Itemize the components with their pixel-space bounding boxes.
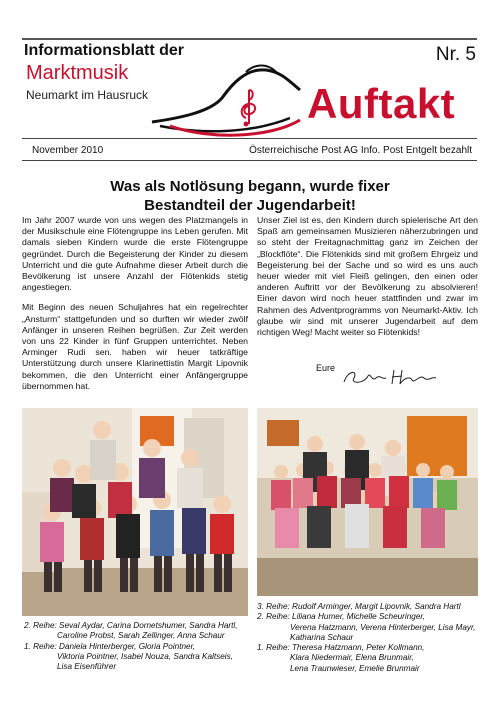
caption-row-label: 2. Reihe: bbox=[257, 612, 293, 622]
caption-row-label: 3. Reihe: bbox=[257, 602, 293, 611]
hat-logo-icon bbox=[150, 60, 310, 140]
photo-caption-left bbox=[24, 621, 254, 672]
caption-names: Viktoria Pointner, Isabel Nouza, Sandra Kaltseis, bbox=[57, 651, 233, 661]
brand-name: Marktmusik bbox=[26, 62, 129, 84]
caption-names: Liliana Humer, Michelle Scheuringer, bbox=[292, 612, 425, 622]
caption-names: Seval Aydar, Carina Dornetshumer, Sandra Hartl, bbox=[59, 621, 238, 630]
headline-line-2: Bestandteil der Jugendarbeit! bbox=[144, 197, 356, 214]
group-photo-right bbox=[257, 408, 478, 596]
caption-row bbox=[257, 612, 482, 643]
postal-note: Österreichische Post AG Info. Post Entgelt bezahlt bbox=[249, 145, 472, 156]
caption-row-label: 2. Reihe: bbox=[24, 621, 60, 630]
closing-text: Eure bbox=[316, 363, 336, 373]
caption-row bbox=[24, 642, 254, 673]
caption-names: Lena Traunwieser, Emelie Brunmair bbox=[290, 663, 420, 673]
caption-row bbox=[24, 621, 254, 642]
caption-row-label: 1. Reihe: bbox=[257, 643, 293, 653]
group-photo-left bbox=[22, 408, 248, 616]
headline-line-1: Was als Notlösung begann, wurde fixer bbox=[110, 178, 390, 195]
paragraph: Im Jahr 2007 wurde von uns wegen des Platzmangels in der Musikschule eine Flötengruppe ins Leben gerufen. Mit damals sieben Kindern wurde die erste Flötengruppe gegründet. Durch die Begeisterung der Kinder zu diesem Unterricht und die gute Aufnahme dieser Arbeit durch die Bevölkerung ist unsere Anzahl der Flötenkids stetig angestiegen. bbox=[22, 215, 248, 293]
caption-names: Katharina Schaur bbox=[290, 632, 354, 642]
caption-names: Caroline Probst, Sarah Zellinger, Anna Schaur bbox=[57, 631, 225, 641]
issue-number: Nr. 5 bbox=[435, 44, 476, 65]
article-column-right bbox=[257, 215, 478, 347]
treble-clef-icon bbox=[242, 90, 255, 127]
top-rule bbox=[22, 38, 477, 40]
caption-row bbox=[257, 643, 482, 674]
caption-row bbox=[257, 602, 482, 612]
brand-location: Neumarkt im Hausruck bbox=[26, 88, 149, 102]
caption-names: Lisa Eisenführer bbox=[57, 662, 117, 672]
photo-caption-right bbox=[257, 602, 482, 674]
info-title: Informationsblatt der bbox=[24, 42, 185, 59]
caption-row-label: 1. Reihe: bbox=[24, 641, 60, 651]
caption-names: Rudolf Arminger, Margit Lipovnik, Sandra Hartl bbox=[292, 602, 461, 611]
caption-names: Theresa Hatzmann, Peter Kollmann, bbox=[292, 643, 425, 653]
signature bbox=[340, 366, 440, 388]
paragraph: Mit Beginn des neuen Schuljahres hat ein regelrechter „Ansturm“ stattgefunden und so durften wir wieder zwölf Anfänger in unseren Reihen begrüßen. Zur Zeit werden von uns 22 Kinder in fünf Gruppen unterrichtet. Neben Arminger Rudi sen. haben wir heuer tatkräftige Unterstützung durch unsere Klarinettistin Margit Lipovnik bekommen, die den Unterricht einer Anfängergruppe übernommen hat. bbox=[22, 302, 248, 391]
paragraph: Unser Ziel ist es, den Kindern durch spielerische Art den Spaß am gemeinsamen Musizieren näherzubringen und so steht der Freitagnachmittag ganz im Zeichen der „Blockflöte“. Die Flötenkids sind mit großem Ehrgeiz und Begeisterung bei der Sache und so wird es uns auch heuer wieder mit viel Fleiß gelingen, den einen oder anderen Auftritt vor der Bevölkerung zu absolvieren! Einer davon wird noch heuer stattfinden und zwar im Rahmen des Adventprogramms von Neumarkt-Aktiv. Ich glaube wir sind mit unserer Jugendarbeit auf dem richtigen Weg! Macht weiter so Flötenkids! bbox=[257, 215, 478, 338]
header-rule bbox=[22, 138, 477, 139]
caption-names: Daniela Hinterberger, Gloria Pointner, bbox=[59, 641, 196, 651]
issue-date: November 2010 bbox=[32, 145, 104, 156]
header-rule-bottom bbox=[22, 160, 477, 161]
caption-names: Klara Niedermair, Elena Brunmair, bbox=[290, 653, 414, 663]
article-column-left bbox=[22, 215, 248, 401]
caption-names: Verena Hatzmann, Verena Hinterberger, Lisa Mayr, bbox=[290, 622, 476, 632]
logo-wordmark: Auftakt bbox=[307, 80, 456, 127]
article-headline bbox=[40, 177, 460, 215]
